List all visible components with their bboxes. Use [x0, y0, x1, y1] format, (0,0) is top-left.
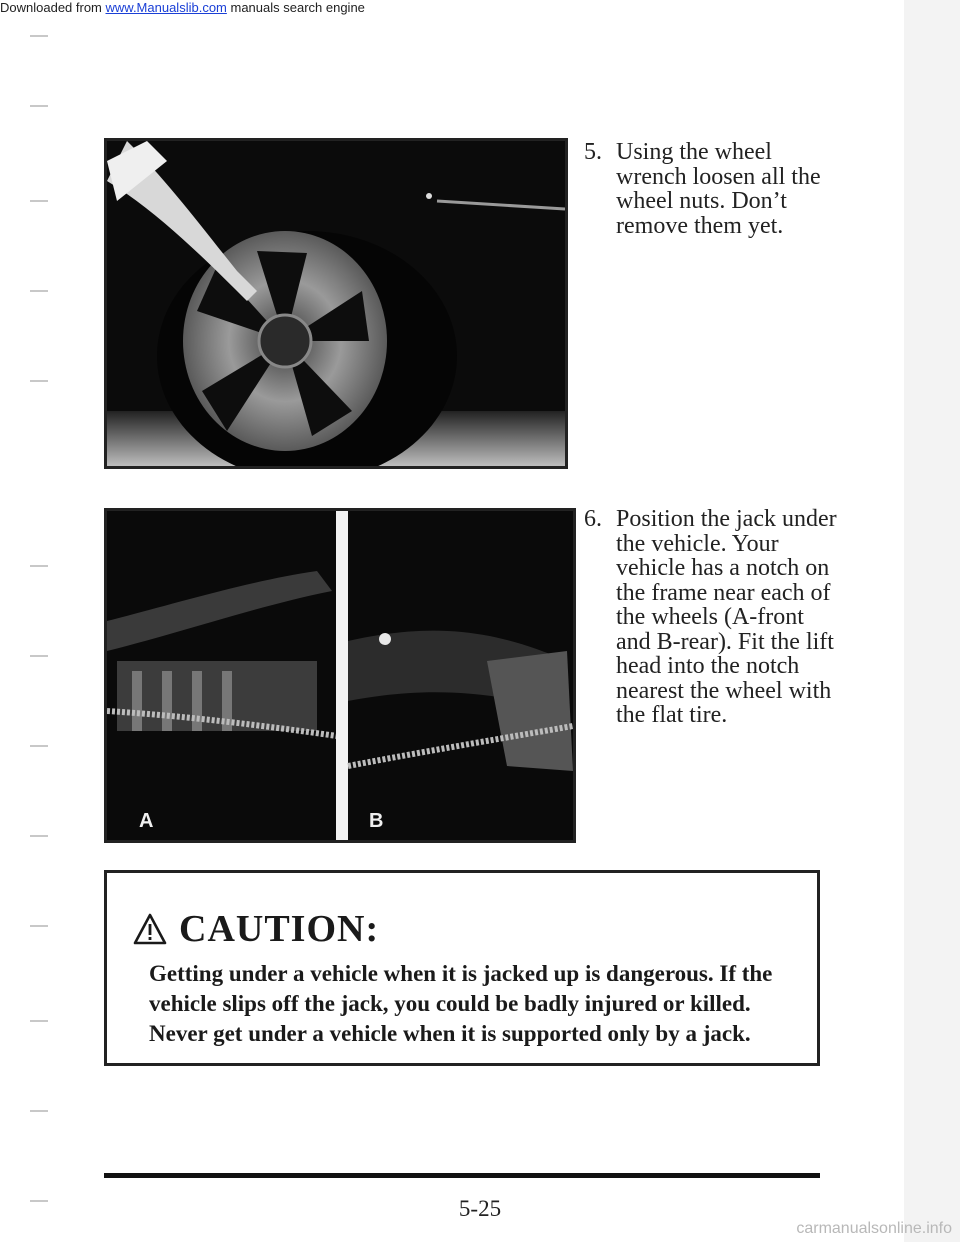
scan-edge-strip [904, 0, 960, 1242]
caution-box [104, 870, 820, 1066]
margin-mark [30, 200, 48, 202]
margin-mark [30, 925, 48, 927]
step-6 [584, 507, 844, 728]
margin-mark [30, 1020, 48, 1022]
panel-label-b: B [369, 810, 384, 832]
margin-mark [30, 105, 48, 107]
step-5 [584, 140, 834, 238]
margin-mark [30, 290, 48, 292]
site-watermark: carmanualsonline.info [796, 1220, 952, 1237]
wheel-wrench-illustration [107, 141, 565, 466]
caution-text: Getting under a vehicle when it is jacked up is dangerous. If the vehicle slips off the jack, you could be badly injured or killed. Never get under a vehicle when it is supported only by a jack. [149, 961, 773, 1046]
source-prefix: Downloaded from [0, 0, 106, 15]
page-number: 5-25 [458, 1196, 502, 1221]
footer-rule [104, 1173, 820, 1178]
margin-scan-marks [0, 0, 60, 1242]
jack-position-photo [104, 508, 576, 843]
margin-mark [30, 380, 48, 382]
manualslib-link[interactable]: www.Manualslib.com [105, 0, 227, 15]
margin-mark [30, 35, 48, 37]
margin-mark [30, 745, 48, 747]
step-text: Position the jack under the vehicle. Your vehicle has a notch on the frame near each of the wheels (A-front and B-rear). Fit the lift head into the notch nearest the wheel with the flat tire. [616, 506, 837, 728]
caution-header [133, 907, 379, 951]
margin-mark [30, 1110, 48, 1112]
step-number: 5. [584, 139, 602, 165]
caution-title: CAUTION: [179, 908, 380, 950]
jack-notch-illustration [107, 511, 573, 840]
margin-mark [30, 835, 48, 837]
warning-triangle-icon [133, 913, 167, 945]
step-text: Using the wheel wrench loosen all the wheel nuts. Don’t remove them yet. [616, 139, 821, 239]
margin-mark [30, 565, 48, 567]
margin-mark [30, 655, 48, 657]
wheel-wrench-photo [104, 138, 568, 469]
source-suffix: manuals search engine [226, 0, 365, 15]
step-number: 6. [584, 506, 602, 532]
panel-label-a: A [139, 810, 154, 832]
